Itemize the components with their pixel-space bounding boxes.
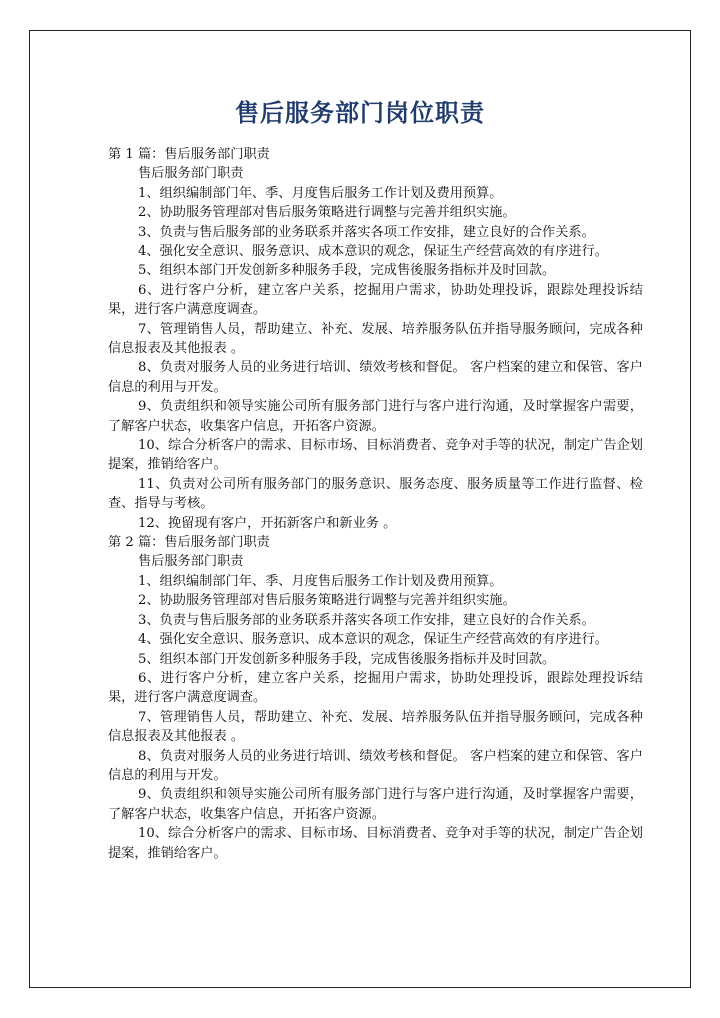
list-item: 8、负责对服务人员的业务进行培训、绩效考核和督促。 客户档案的建立和保管、客户信息的利用与开发。 (108, 748, 643, 783)
list-item: 5、组织本部门开发创新多种服务手段，完成售後服务指标并及时回款。 (138, 651, 556, 667)
list-item: 1、组织编制部门年、季、月度售后服务工作计划及费用预算。 (138, 185, 503, 201)
document-title: 售后服务部门岗位职责 (235, 98, 485, 127)
list-item: 8、负责对服务人员的业务进行培训、绩效考核和督促。 客户档案的建立和保管、客户信息的利用与开发。 (108, 360, 643, 395)
document-body (108, 145, 643, 863)
list-item: 1、组织编制部门年、季、月度售后服务工作计划及费用预算。 (138, 573, 503, 589)
list-item: 3、负责与售后服务部的业务联系并落实各项工作安排，建立良好的合作关系。 (138, 612, 595, 628)
list-item: 9、负责组织和领导实施公司所有服务部门进行与客户进行沟通，及时掌握客户需要，了解客户状态，收集客户信息，开拓客户资源。 (108, 787, 643, 822)
list-item: 2、协助服务管理部对售后服务策略进行调整与完善并组织实施。 (138, 205, 516, 221)
section-subheading: 售后服务部门职责 (138, 554, 244, 570)
list-item: 7、管理销售人员，帮助建立、补充、发展、培养服务队伍并指导服务顾问，完成各种信息报表及其他报表 。 (108, 709, 643, 745)
section-heading: 第 1 篇：售后服务部门职责 (108, 147, 270, 162)
document-page (29, 30, 691, 988)
list-item: 2、协助服务管理部对售后服务策略进行调整与完善并组织实施。 (138, 593, 516, 609)
list-item: 10、综合分析客户的需求、目标市场、目标消费者、竞争对手等的状况，制定广告企划提案，推销给客户。 (108, 438, 643, 473)
section-subheading: 售后服务部门职责 (138, 166, 244, 182)
section-heading: 第 2 篇：售后服务部门职责 (108, 535, 270, 551)
list-item: 10、综合分析客户的需求、目标市场、目标消费者、竞争对手等的状况，制定广告企划提案，推销给客户。 (108, 826, 643, 861)
list-item: 6、进行客户分析，建立客户关系，挖掘用户需求，协助处理投诉，跟踪处理投诉结果，进行客户满意度调查。 (108, 282, 643, 318)
list-item: 7、管理销售人员，帮助建立、补充、发展、培养服务队伍并指导服务顾问，完成各种信息报表及其他报表 。 (108, 321, 643, 357)
list-item: 4、强化安全意识、服务意识、成本意识的观念，保证生产经营高效的有序进行。 (138, 244, 608, 259)
list-item: 12、挽留现有客户，开拓新客户和新业务 。 (138, 515, 397, 531)
list-item: 3、负责与售后服务部的业务联系并落实各项工作安排，建立良好的合作关系。 (138, 224, 595, 240)
list-item: 9、负责组织和领导实施公司所有服务部门进行与客户进行沟通，及时掌握客户需要，了解客户状态，收集客户信息，开拓客户资源。 (108, 399, 643, 434)
list-item: 11、负责对公司所有服务部门的服务意识、服务态度、服务质量等工作进行监督、检查、指导与考核。 (108, 476, 643, 512)
list-item: 5、组织本部门开发创新多种服务手段，完成售後服务指标并及时回款。 (138, 263, 556, 279)
list-item: 6、进行客户分析，建立客户关系，挖掘用户需求，协助处理投诉，跟踪处理投诉结果，进行客户满意度调查。 (108, 670, 643, 706)
list-item: 4、强化安全意识、服务意识、成本意识的观念，保证生产经营高效的有序进行。 (138, 632, 608, 648)
